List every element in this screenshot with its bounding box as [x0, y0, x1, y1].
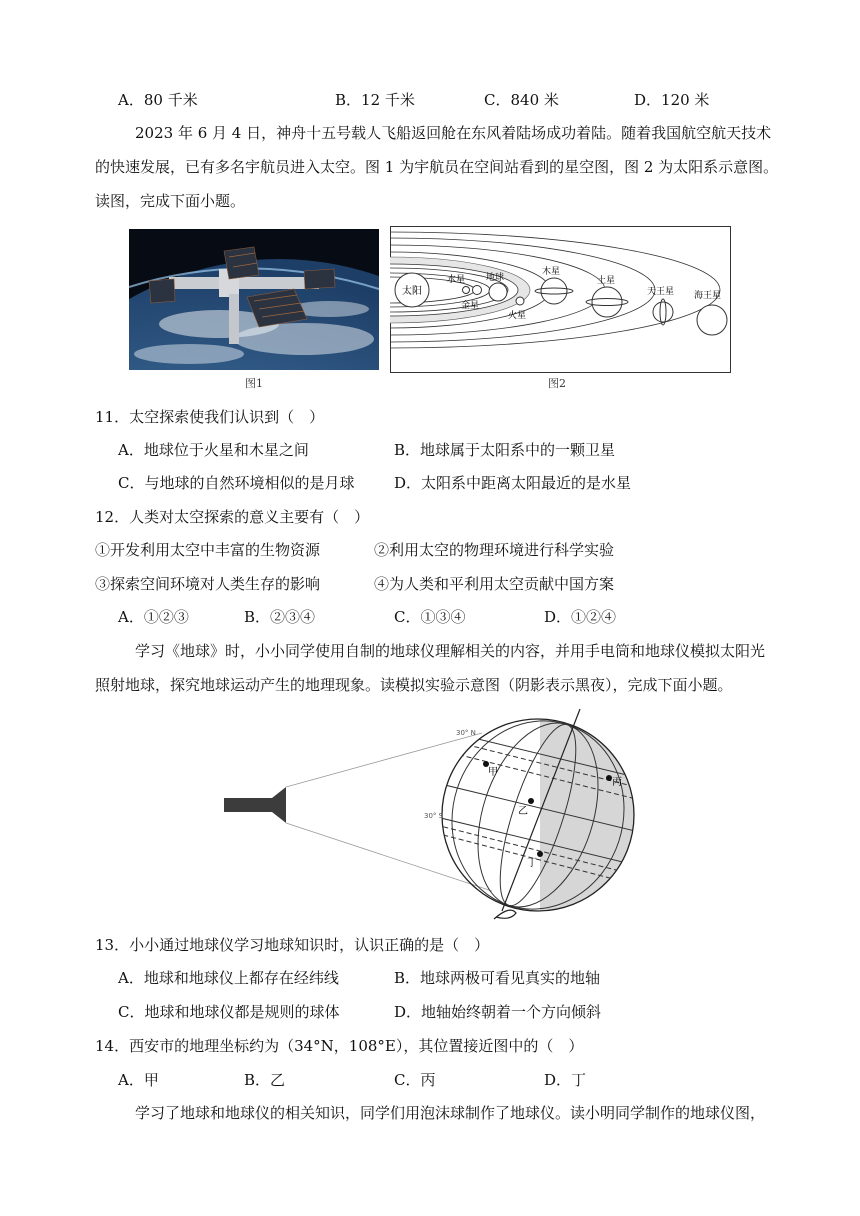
q11-option-a: A．地球位于火星和木星之间 — [118, 441, 309, 459]
point-jia: 甲 — [488, 767, 498, 778]
passage1-line1: 2023 年 6 月 4 日，神舟十五号载人飞船返回舱在东风着陆场成功着陆。随着我国航空航天技术 — [135, 124, 772, 142]
q12-option-d: D．①②④ — [544, 608, 617, 626]
passage1-line2: 的快速发展，已有多名宇航员进入太空。图 1 为宇航员在空间站看到的星空图，图 2 为太阳系示意图。 — [95, 158, 779, 176]
label-earth: 地球 — [486, 273, 505, 283]
figure2-caption: 图2 — [548, 377, 566, 390]
label-mars: 火星 — [508, 311, 527, 321]
q11-option-c: C．与地球的自然环境相似的是月球 — [118, 474, 355, 492]
q10-option-a: A．80 千米 — [118, 91, 198, 109]
label-saturn: 土星 — [597, 276, 616, 286]
passage3-line1: 学习了地球和地球仪的相关知识，同学们用泡沫球制作了地球仪。读小明同学制作的地球仪图， — [135, 1104, 766, 1122]
q14-stem: 14．西安市的地理坐标约为（34°N，108°E），其位置接近图中的（ ） — [95, 1037, 584, 1055]
label-uranus: 天王星 — [647, 287, 675, 297]
q12-option-c: C．①③④ — [394, 608, 466, 626]
q11-option-b: B．地球属于太阳系中的一颗卫星 — [394, 441, 616, 459]
q12-item-1: ①开发利用太空中丰富的生物资源 — [95, 541, 321, 559]
q14-option-c: C．丙 — [394, 1071, 436, 1089]
q13-stem: 13．小小通过地球仪学习地球知识时，认识正确的是（ ） — [95, 936, 490, 954]
q10-option-d: D．120 米 — [634, 91, 710, 109]
label-mercury: 水星 — [447, 275, 466, 285]
q14-option-d: D．丁 — [544, 1071, 587, 1089]
q10-option-b: B．12 千米 — [335, 91, 415, 109]
point-bing: 丙 — [612, 777, 622, 788]
q13-option-b: B．地球两极可看见真实的地轴 — [394, 969, 601, 987]
q11-option-d: D．太阳系中距离太阳最近的是水星 — [394, 474, 632, 492]
passage2-line1: 学习《地球》时，小小同学使用自制的地球仪理解相关的内容，并用手电筒和地球仪模拟太阳光 — [135, 642, 766, 660]
figure1-caption: 图1 — [245, 377, 263, 390]
lat-30s: 30° S — [424, 812, 444, 820]
label-venus: 金星 — [461, 301, 480, 311]
flashlight-globe-diagram — [220, 705, 660, 921]
q12-item-4: ④为人类和平利用太空贡献中国方案 — [374, 575, 615, 593]
space-station-photo — [129, 229, 379, 370]
q14-option-a: A．甲 — [118, 1071, 159, 1089]
label-sun: 太阳 — [402, 286, 422, 297]
solar-system-diagram — [390, 226, 731, 373]
q12-item-3: ③探索空间环境对人类生存的影响 — [95, 575, 321, 593]
q12-option-b: B．②③④ — [244, 608, 316, 626]
q12-stem: 12．人类对太空探索的意义主要有（ ） — [95, 508, 370, 526]
q14-option-b: B．乙 — [244, 1071, 286, 1089]
point-ding: 丁 — [527, 858, 537, 869]
q13-option-d: D．地轴始终朝着一个方向倾斜 — [394, 1003, 602, 1021]
q13-option-a: A．地球和地球仪上都存在经纬线 — [118, 969, 339, 987]
q11-stem: 11．太空探索使我们认识到（ ） — [95, 408, 325, 426]
label-neptune: 海王星 — [694, 291, 722, 301]
passage2-line2: 照射地球，探究地球运动产生的地理现象。读模拟实验示意图（阴影表示黑夜），完成下面小题。 — [95, 676, 733, 694]
passage1-line3: 读图，完成下面小题。 — [95, 192, 246, 210]
q12-option-a: A．①②③ — [118, 608, 189, 626]
lat-30n: 30° N — [456, 729, 476, 737]
q10-option-c: C．840 米 — [484, 91, 559, 109]
point-yi: 乙 — [518, 806, 528, 817]
label-jupiter: 木星 — [542, 267, 561, 277]
q12-item-2: ②利用太空的物理环境进行科学实验 — [374, 541, 615, 559]
q13-option-c: C．地球和地球仪都是规则的球体 — [118, 1003, 340, 1021]
